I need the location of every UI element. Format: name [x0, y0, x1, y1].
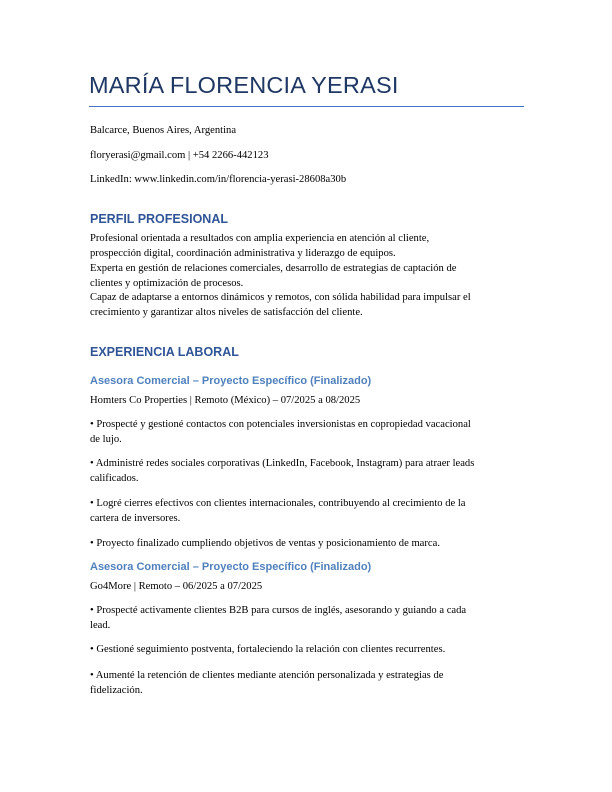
profile-line: crecimiento y garantizar altos niveles de satisfacción del cliente. [90, 307, 363, 318]
linkedin-url: LinkedIn: www.linkedin.com/in/florencia-yerasi-28608a30b [90, 174, 347, 185]
job-bullet: • Aumenté la retención de clientes mediante atención personalizada y estrategias de [90, 670, 444, 681]
job-company: Homters Co Properties | Remoto (México) – 07/2025 a 08/2025 [90, 395, 361, 406]
job-bullet-cont: lead. [90, 620, 111, 631]
job-bullet: • Logré cierres efectivos con clientes internacionales, contribuyendo al crecimiento de la [90, 498, 466, 509]
experience-heading: EXPERIENCIA LABORAL [90, 345, 239, 359]
profile-line: Profesional orientada a resultados con amplia experiencia en atención al cliente, [90, 233, 430, 244]
contact-info: floryerasi@gmail.com | +54 2266-442123 [90, 150, 269, 161]
job-title: Asesora Comercial – Proyecto Específico (Finalizado) [90, 561, 372, 573]
job-company: Go4More | Remoto – 06/2025 a 07/2025 [90, 581, 263, 592]
profile-line: Capaz de adaptarse a entornos dinámicos y remotos, con sólida habilidad para impulsar el [90, 292, 471, 303]
job-bullet: • Administré redes sociales corporativas (LinkedIn, Facebook, Instagram) para atraer leads [90, 458, 475, 469]
job-bullet: • Prospecté y gestioné contactos con potenciales inversionistas en copropiedad vacacional [90, 419, 471, 430]
job-bullet-cont: fidelización. [90, 685, 143, 696]
profile-heading: PERFIL PROFESIONAL [90, 212, 228, 226]
job-bullet: • Prospecté activamente clientes B2B para cursos de inglés, asesorando y guiando a cada [90, 605, 467, 616]
job-bullet: • Gestioné seguimiento postventa, fortaleciendo la relación con clientes recurrentes. [90, 644, 446, 655]
job-bullet-cont: de lujo. [90, 434, 122, 445]
job-bullet: • Proyecto finalizado cumpliendo objetivos de ventas y posicionamiento de marca. [90, 538, 440, 549]
profile-line: prospección digital, coordinación administrativa y liderazgo de equipos. [90, 248, 396, 259]
candidate-name: MARÍA FLORENCIA YERASI [89, 72, 399, 98]
job-title: Asesora Comercial – Proyecto Específico (Finalizado) [90, 375, 372, 387]
header-divider [89, 106, 524, 107]
job-bullet-cont: calificados. [90, 473, 139, 484]
job-bullet-cont: cartera de inversores. [90, 513, 181, 524]
profile-line: Experta en gestión de relaciones comerciales, desarrollo de estrategias de captación de [90, 263, 457, 274]
profile-line: clientes y optimización de procesos. [90, 278, 244, 289]
location: Balcarce, Buenos Aires, Argentina [90, 125, 237, 136]
